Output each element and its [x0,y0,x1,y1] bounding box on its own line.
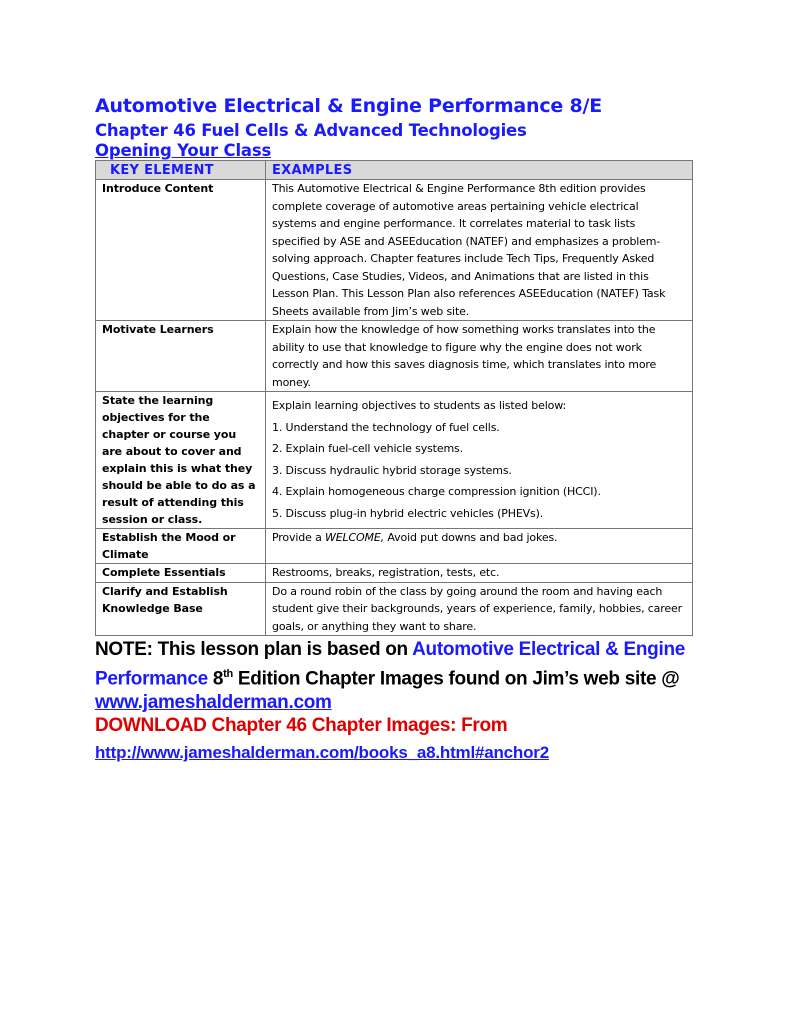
table-row [96,582,693,636]
lesson-table [95,160,693,636]
note-paragraph [95,638,715,715]
key-element-cell: Establish the Mood or Climate [96,529,266,564]
key-element-cell: State the learning objectives for the chapter or course you are about to cover and explain this is what they should be able to do as a result of attending this session or class. [96,392,266,529]
website-link[interactable]: www.jameshalderman.com [95,692,332,714]
note-prefix: NOTE: This lesson plan is based on [95,639,413,660]
document-title: Automotive Electrical & Engine Performance 8/E [95,95,603,117]
example-cell: Do a round robin of the class by going around the room and having each student give their backgrounds, years of experience, family, hobbies, career goals, or anything they want to share. [266,582,693,636]
table-row [96,564,693,583]
objective-item: 1. Understand the technology of fuel cells. [272,420,500,434]
column-header-examples: EXAMPLES [266,161,693,180]
objective-item: 4. Explain homogeneous charge compression ignition (HCCI). [272,485,601,498]
key-element-cell: Clarify and Establish Knowledge Base [96,582,266,636]
column-header-key-element: KEY ELEMENT [96,161,266,180]
key-element-cell: Motivate Learners [96,321,266,392]
objective-item: 2. Explain fuel-cell vehicle systems. [272,442,463,455]
welcome-emphasis: WELCOME, [325,531,385,544]
edition-superscript: th [223,668,233,680]
table-row [96,180,693,321]
example-text: Provide a [272,531,326,544]
download-url-link[interactable]: http://www.jameshalderman.com/books_a8.html#anchor2 [95,743,549,762]
example-cell: This Automotive Electrical & Engine Performance 8th edition provides complete coverage of automotive areas pertaining vehicle electrical systems and engine performance. It correlates material to task lists specified by ASE and ASEEducation (NATEF) and emphasizes a problem-solving approach. Chapter features include Tech Tips, Frequently Asked Questions, Case Studies, Videos, and Animations that are listed in this Lesson Plan. This Lesson Plan also references ASEEducation (NATEF) Task Sheets available from Jim’s web site. [266,180,693,321]
example-cell: Restrooms, breaks, registration, tests, etc. [266,564,693,583]
objective-item: 5. Discuss plug-in hybrid electric vehicles (PHEVs). [272,506,544,520]
key-element-cell: Complete Essentials [96,564,266,583]
table-row [96,321,693,392]
example-text: Avoid put downs and bad jokes. [384,531,558,544]
example-cell [266,529,693,564]
key-element-cell: Introduce Content [96,180,266,321]
download-heading: DOWNLOAD Chapter 46 Chapter Images: From [95,715,508,736]
section-title: Opening Your Class [95,141,272,160]
book-title: Automotive Electrical & Engine Performance [95,639,686,690]
example-cell: Explain how the knowledge of how something works translates into the ability to use that knowledge to figure why the engine does not work correctly and how this saves diagnosis time, which translates into more money. [266,321,693,392]
table-row [96,529,693,564]
objective-item: 3. Discuss hydraulic hybrid storage systems. [272,463,512,477]
edition-number: 8 [212,668,224,690]
table-row [96,392,693,529]
note-middle: Edition Chapter Images found on Jim’s web site @ [232,668,680,690]
objectives-intro: Explain learning objectives to students as listed below: [272,399,567,412]
example-cell [266,392,693,529]
table-header-row [96,161,693,180]
chapter-title: Chapter 46 Fuel Cells & Advanced Technologies [95,121,527,140]
